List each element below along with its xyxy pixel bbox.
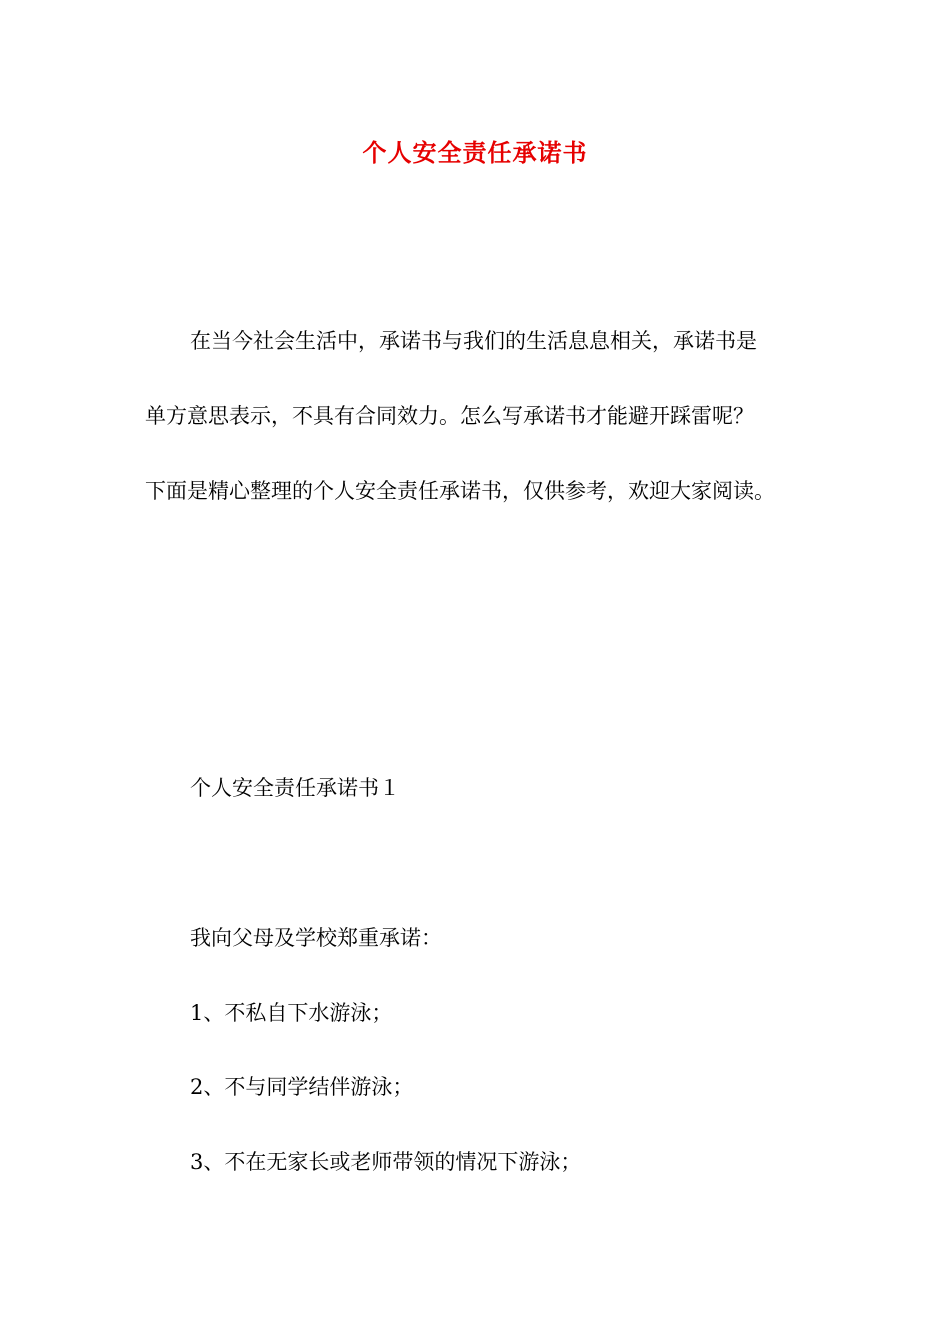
pledge-item-2: 2、不与同学结伴游泳； [190, 1075, 414, 1099]
intro-line-3: 下面是精心整理的个人安全责任承诺书，仅供参考，欢迎大家阅读。 [145, 479, 775, 503]
section-heading: 个人安全责任承诺书１ [190, 776, 400, 800]
pledge-item-3: 3、不在无家长或老师带领的情况下游泳； [190, 1150, 582, 1174]
pledge-intro: 我向父母及学校郑重承诺： [190, 926, 442, 950]
intro-line-1: 在当今社会生活中，承诺书与我们的生活息息相关，承诺书是 [190, 329, 757, 353]
document-title: 个人安全责任承诺书 [362, 138, 588, 167]
pledge-item-1: 1、不私自下水游泳； [190, 1001, 393, 1025]
intro-line-2: 单方意思表示，不具有合同效力。怎么写承诺书才能避开踩雷呢？ [145, 404, 754, 428]
